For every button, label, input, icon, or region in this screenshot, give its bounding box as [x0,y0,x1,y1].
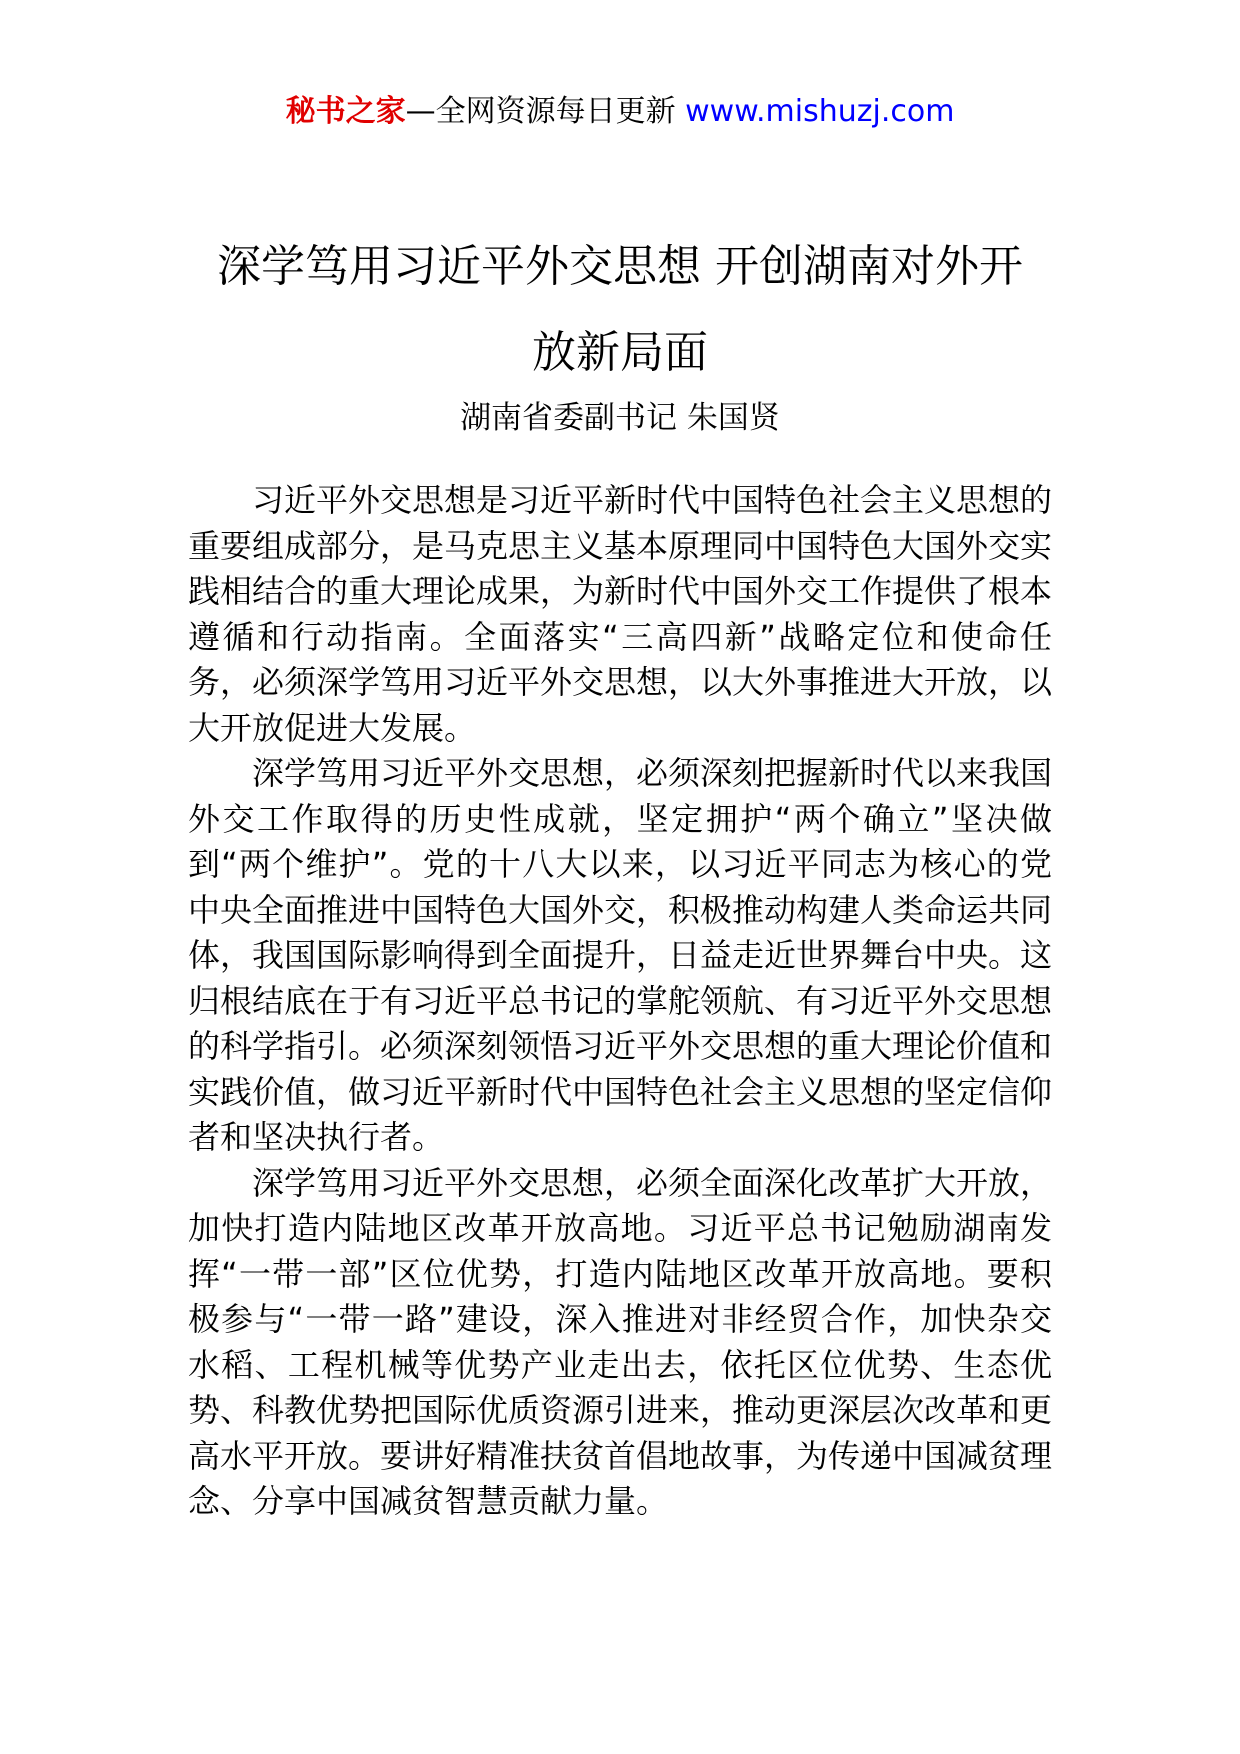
site-header [0,92,1240,132]
site-brand: 秘书之家 [285,94,406,129]
site-url-link[interactable]: www.mishuzj.com [685,94,955,129]
paragraph-1: 习近平外交思想是习近平新时代中国特色社会主义思想的重要组成部分，是马克思主义基本原理同中国特色大国外交实践相结合的重大理论成果，为新时代中国外交工作提供了根本遵循和行动指南。全面落实“三高四新”战略定位和使命任务，必须深学笃用习近平外交思想，以大外事推进大开放，以大开放促进大发展。 [188,481,1053,747]
paragraph-2: 深学笃用习近平外交思想，必须深刻把握新时代以来我国外交工作取得的历史性成就，坚定拥护“两个确立”坚决做到“两个维护”。党的十八大以来，以习近平同志为核心的党中央全面推进中国特色大国外交，积极推动构建人类命运共同体，我国国际影响得到全面提升，日益走近世界舞台中央。这归根结底在于有习近平总书记的掌舵领航、有习近平外交思想的科学指引。必须深刻领悟习近平外交思想的重大理论价值和实践价值，做习近平新时代中国特色社会主义思想的坚定信仰者和坚决执行者。 [188,754,1053,1156]
site-slogan: —全网资源每日更新 [405,94,676,129]
author-byline: 湖南省委副书记 朱国贤 [460,400,780,436]
page-title-line-1: 深学笃用习近平外交思想 开创湖南对外开 [217,241,1023,292]
paragraph-3: 深学笃用习近平外交思想，必须全面深化改革扩大开放，加快打造内陆地区改革开放高地。习近平总书记勉励湖南发挥“一带一部”区位优势，打造内陆地区改革开放高地。要积极参与“一带一路”建设，深入推进对非经贸合作，加快杂交水稻、工程机械等优势产业走出去，依托区位优势、生态优势、科教优势把国际优质资源引进来，推动更深层次改革和更高水平开放。要讲好精准扶贫首倡地故事，为传递中国减贫理念、分享中国减贫智慧贡献力量。 [188,1163,1053,1520]
page-title [150,224,1090,396]
article-body [188,478,1052,1525]
page-title-line-2: 放新局面 [532,327,708,378]
